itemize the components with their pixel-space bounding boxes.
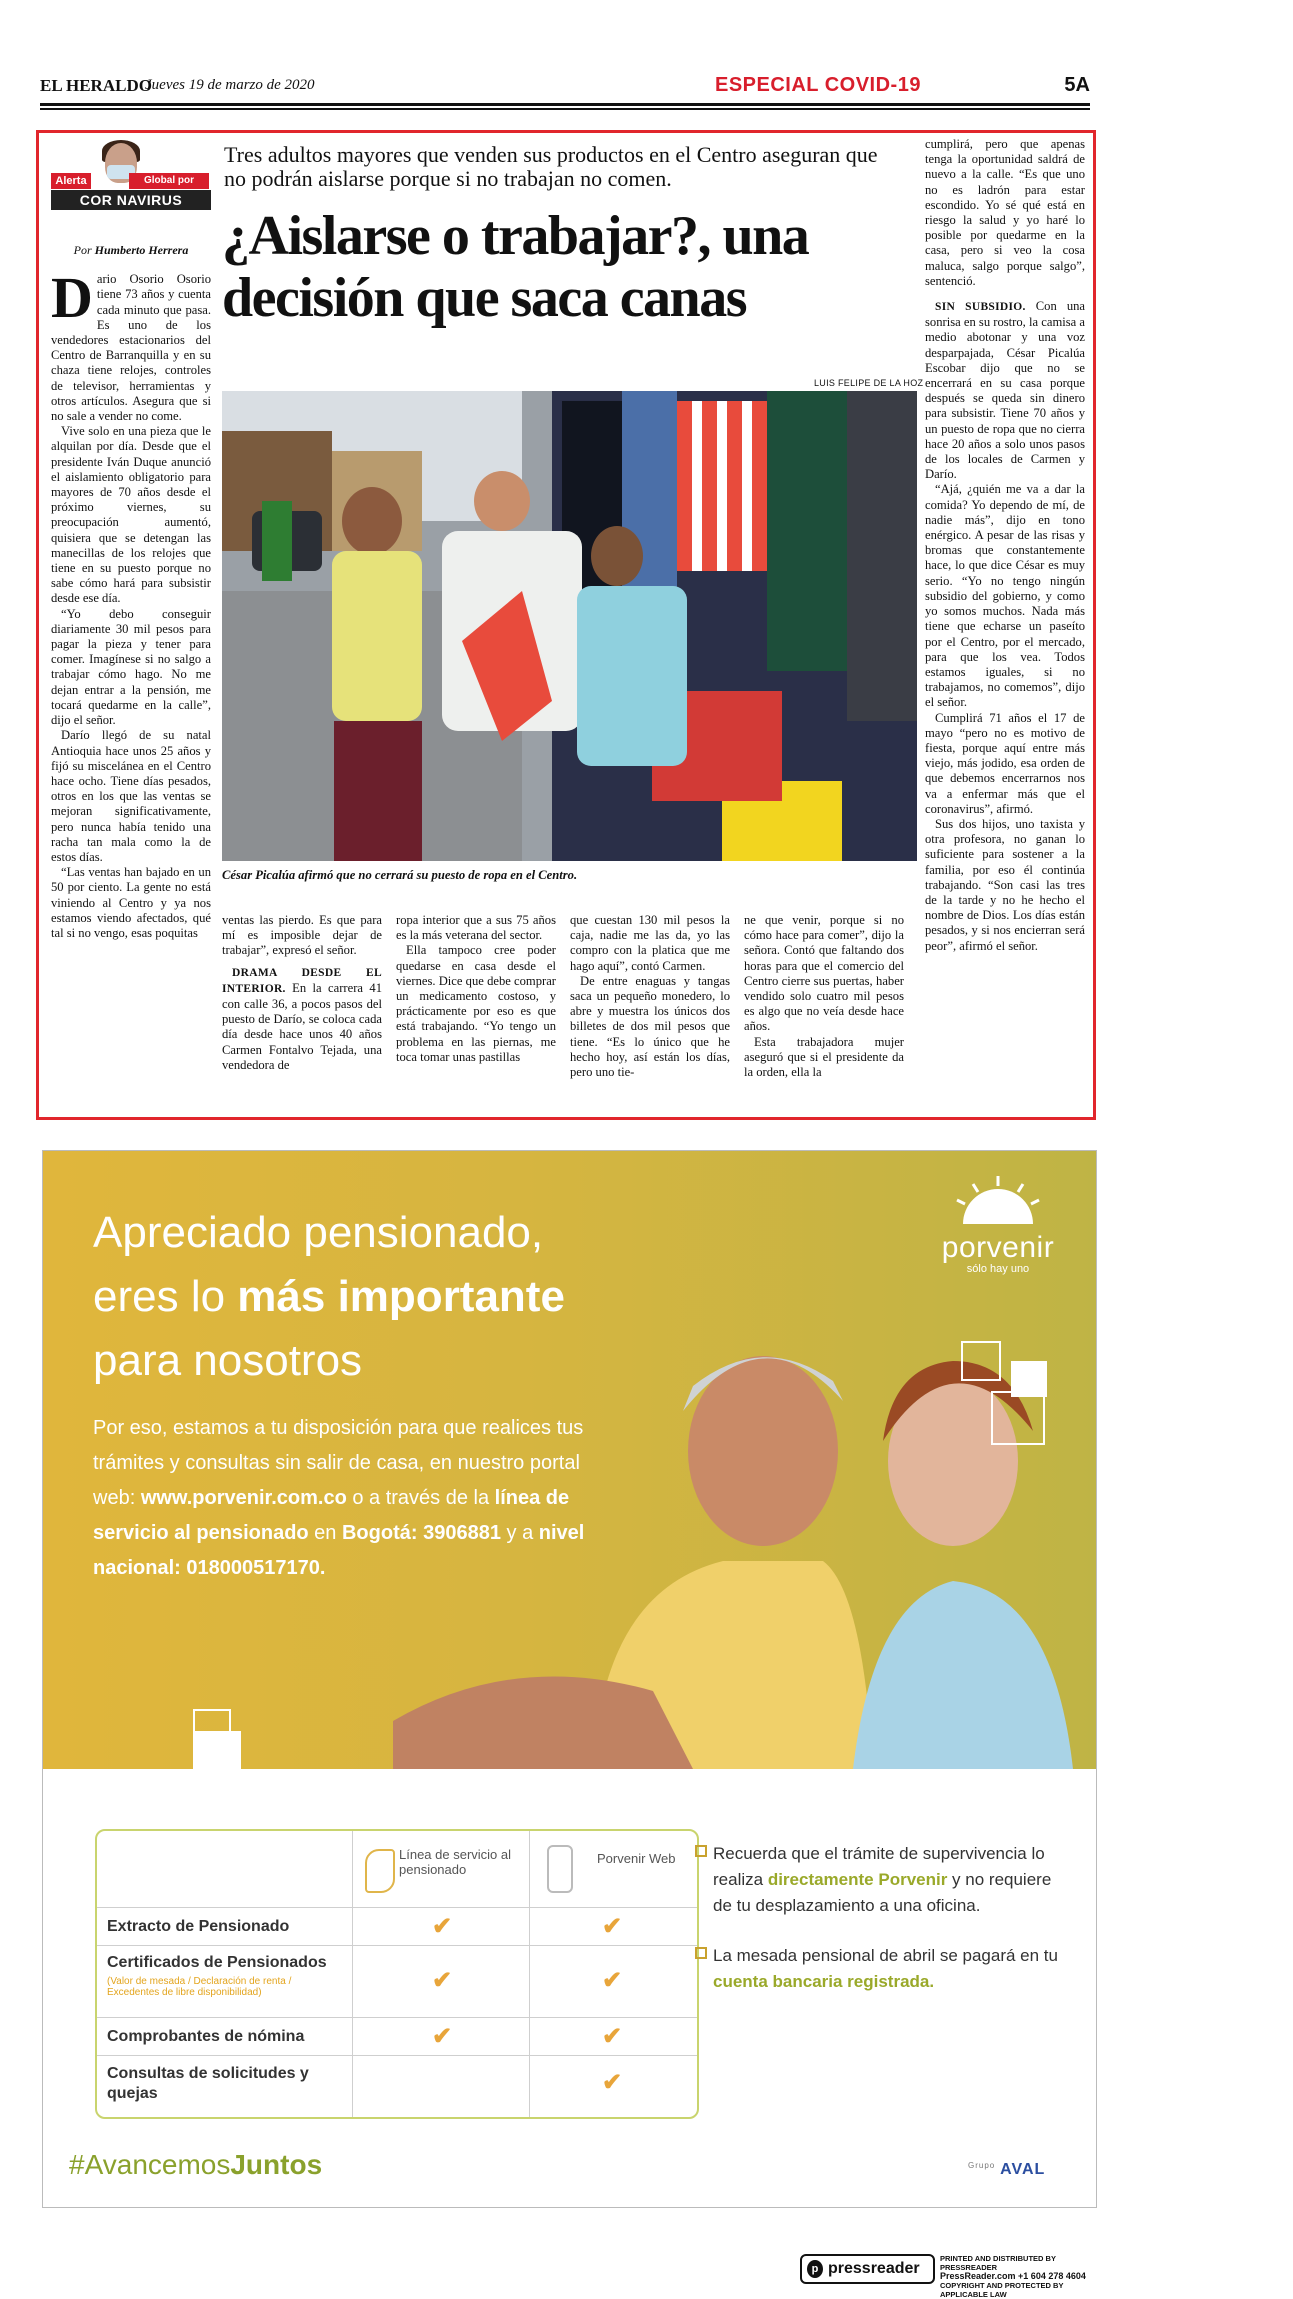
byline: Por Humberto Herrera (73, 243, 189, 257)
header-rule (40, 103, 1090, 106)
column-header-web: Porvenir Web (597, 1851, 676, 1866)
services-table (95, 1829, 699, 2119)
photo-credit: LUIS FELIPE DE LA HOZ (814, 378, 924, 388)
subhead-drama: DRAMA DESDE EL INTERIOR. (222, 966, 382, 995)
issue-date: Jueves 19 de marzo de 2020 (145, 77, 315, 93)
ad-body-text: Por eso, estamos a tu disposición para que realices tus trámites y consultas sin salir de casa, en nuestro portal web: www.porvenir.com.co o a través de la línea de servicio al pensionado en Bogotá: 3906881 y a nivel nacional: 018000517170. (93, 1417, 585, 1579)
check-icon: ✔ (432, 1913, 453, 1940)
check-icon: ✔ (432, 1967, 453, 1994)
header-rule (40, 108, 1090, 110)
grupo-aval-logo: $^{Grupo}$ AVAL (968, 2161, 1046, 2178)
logo-tagline: sólo hay uno (966, 1263, 1030, 1275)
decorative-square (961, 1341, 1001, 1381)
decorative-square (991, 1391, 1045, 1445)
column-1: Por Humberto Herrera Dario Osorio Osorio tiene 73 años y cuenta cada minuto que pasa. Es uno de los vendedores estacionarios del Centro de Barranquilla y en su chaza tiene relojes, controles de televisor, herramientas y otros artículos. Asegura que si no sale a vender no come. Vive solo en una pieza que le alquilan por día. Desde que el presidente Iván Duque anunció el aislamiento obligatorio para mayores de 70 años desde el próximo viernes, su preocupación aumentó, quisiera que se detengan las manecillas de los relojes que tiene en su puesto porque no sabe cómo hará para subsistir desde ese día. “Yo debo conseguir diariamente 30 mil pesos para pagar la pieza y tener para comer. Imagínese si no salgo a trabajar cómo hago. No me dejan entrar a la pensión, me tocará quedarme en la calle”, dijo el señor. Darío llegó de su natal Antioquia hace unos 25 años y fijó su miscelánea en el Centro hace ocho. Tiene días pesados, otros en los que las ventas se mejoran significativamente, pero nunca había tenido una racha tan mala como la de estos días. “Las ventas han bajado en un 50 por ciento. La gente no está viniendo al Centro y ya nos estamos viendo afectados, qué tal si no vengo, esas poquitas (51, 243, 211, 940)
porvenir-advertisement[interactable] (42, 1150, 1097, 2208)
national-phone[interactable]: nivel nacional: 018000517170. (93, 1522, 585, 1579)
article-kicker: Tres adultos mayores que venden sus productos en el Centro aseguran que no podrán aislarse porque si no trabajan no comen. (224, 142, 878, 191)
check-icon: ✔ (602, 2023, 623, 2050)
drop-cap: D (51, 265, 93, 331)
page-number: 5A (1064, 74, 1090, 96)
alert-label: Alerta (51, 173, 91, 189)
column-header-phone: Línea de servicio al pensionado (399, 1847, 512, 1877)
table-row: Consultas de solicitudes y quejas ✔ (97, 2055, 697, 2118)
article[interactable] (36, 130, 1096, 1120)
logo-name: porvenir (941, 1231, 1055, 1264)
sun-icon (953, 1176, 1043, 1226)
table-row: Certificados de Pensionados (Valor de mesada / Declaración de renta / Excedentes de libre disponibilidad) ✔ ✔ (97, 1945, 697, 2018)
check-icon: ✔ (432, 2023, 453, 2050)
decorative-square (1011, 1361, 1047, 1397)
article-headline: ¿Aislarse o trabajar?, una decisión que saca canas (222, 205, 809, 329)
table-row: Comprobantes de nómina ✔ ✔ (97, 2017, 697, 2056)
table-row: Extracto de Pensionado ✔ ✔ (97, 1907, 697, 1946)
pressreader-logo: p pressreader (800, 2254, 935, 2284)
photo-caption: César Picalúa afirmó que no cerrará su puesto de ropa en el Centro. (222, 868, 578, 882)
pressreader-notice: PRINTED AND DISTRIBUTED BY PRESSREADER PressReader.com +1 604 278 4604 COPYRIGHT AND PROTECTED BY APPLICABLE LAW (940, 2254, 1086, 2299)
page-header (40, 72, 1090, 112)
article-photo[interactable] (222, 391, 917, 861)
check-icon: ✔ (602, 1967, 623, 1994)
square-bullet-icon (695, 1947, 707, 1959)
column-6: cumplirá, pero que apenas tenga la oportunidad saldrá de nuevo a la calle. “Es que uno no es ladrón para estar escondido. Yo sé qué está en riesgo la salud y yo haré lo posible por quedarme en la casa, pero si veo la cosa maluca, salgo porque salgo”, sentenció. SIN SUBSIDIO. Con una sonrisa en su rostro, la camisa a medio abotonar y una voz desparpajada, César Picalúa Escobar dijo que no se encerrará en su casa porque después se queda sin dinero para subsistir. Tiene 70 años y un puesto de ropa que no cierra hace 20 años a solo unos pasos de los locales de Carmen y Darío. “Ajá, ¿quién me va a dar la comida? Yo dependo de mí, de nadie más”, dijo en tono enérgico. A pesar de las risas y bromas que constantemente hace, lo que dice César es muy serio. “Yo no tengo ningún subsidio del gobierno, y como yo somos muchos. Nada más tiene que echarse un paseíto por el Centro, por el mercado, para que los vea. Todos estamos iguales, si no trabajamos, no comemos”, dijo el señor. Cumplirá 71 años el 17 de mayo “pero no es motivo de fiesta, porque aquí entre más viejo, más jodido, esa orden de que debemos encerrarnos nos va a enfermar más que el coronavirus”, afirmó. Sus dos hijos, uno taxista y otra profesora, no ganan lo suficiente para sostener a la familia, por eso él continúa trabajando. “Son casi las tres de la tarde y no he hecho el nombre de Dios. Los días están pesados, y si nos encierran será peor”, afirmó el señor. (925, 137, 1085, 953)
ad-notes (713, 1841, 1073, 1995)
hashtag: #AvancemosJuntos (69, 2149, 323, 2180)
note-mesada: La mesada pensional de abril se pagará en tu cuenta bancaria registrada. (713, 1943, 1073, 1995)
section-title: ESPECIAL COVID-19 (715, 74, 921, 96)
square-bullet-icon (695, 1845, 707, 1857)
web-icon (547, 1845, 573, 1893)
byline-author: Humberto Herrera (94, 243, 189, 257)
street-vendor-photo (222, 391, 917, 861)
check-icon: ✔ (602, 1913, 623, 1940)
decorative-square (193, 1731, 241, 1769)
phone-icon (365, 1849, 395, 1893)
porvenir-logo (923, 1176, 1073, 1275)
ad-title: Apreciado pensionado, eres lo más importante para nosotros (93, 1208, 565, 1385)
column-5: ne que venir, porque si no cómo hace para comer”, dijo la señora. Contó que faltando dos horas para que el comercio del Centro cierre sus puertas, haber vendido solo cuatro mil pesos es algo que no veía desde hace años. Esta trabajadora mujer aseguró que si el presidente da la orden, ella la (744, 913, 904, 1080)
column-4: que cuestan 130 mil pesos la caja, nadie me las da, yo las compro con la platica que me hago aquí”, contó Carmen. De entre enaguas y tangas saca un pequeño monedero, lo abre y muestra los únicos dos billetes de dos mil pesos que tiene. “Es lo único que he hecho hoy, así están los días, pero uno tie- (570, 913, 730, 1080)
coronavirus-label: COR NAVIRUS (51, 190, 211, 210)
note-supervivencia: Recuerda que el trámite de supervivencia lo realiza directamente Porvenir y no requiere de tu desplazamiento a una oficina. (713, 1841, 1073, 1919)
check-icon: ✔ (602, 2069, 623, 2096)
column-2: ventas las pierdo. Es que para mí es imposible dejar de trabajar”, expresó el señor. DRAMA DESDE EL INTERIOR. En la carrera 41 con calle 36, a pocos pasos del puesto de Darío, se coloca cada día desde hace unos 40 años Carmen Fontalvo Tejada, una vendedora de (222, 913, 382, 1072)
porvenir-website-link[interactable]: www.porvenir.com.co (140, 1487, 347, 1509)
newspaper-name: EL HERALDO (40, 76, 152, 95)
pressreader-stamp (800, 2254, 1100, 2299)
alert-global-badge (47, 143, 217, 213)
bogota-phone[interactable]: Bogotá: 3906881 (341, 1522, 501, 1544)
subhead-sin-subsidio: SIN SUBSIDIO. (935, 301, 1026, 314)
column-3: ropa interior que a sus 75 años es la más veterana del sector. Ella tampoco cree poder quedarse en casa desde el viernes. Dice que debe comprar un medicamento costoso, y prácticamente por eso es que está trabajando. “Yo tengo un problema en las piernas, me toca tomar unas pastillas (396, 913, 556, 1064)
pressreader-icon: p (807, 2260, 823, 2278)
global-label: Global por (129, 173, 209, 189)
